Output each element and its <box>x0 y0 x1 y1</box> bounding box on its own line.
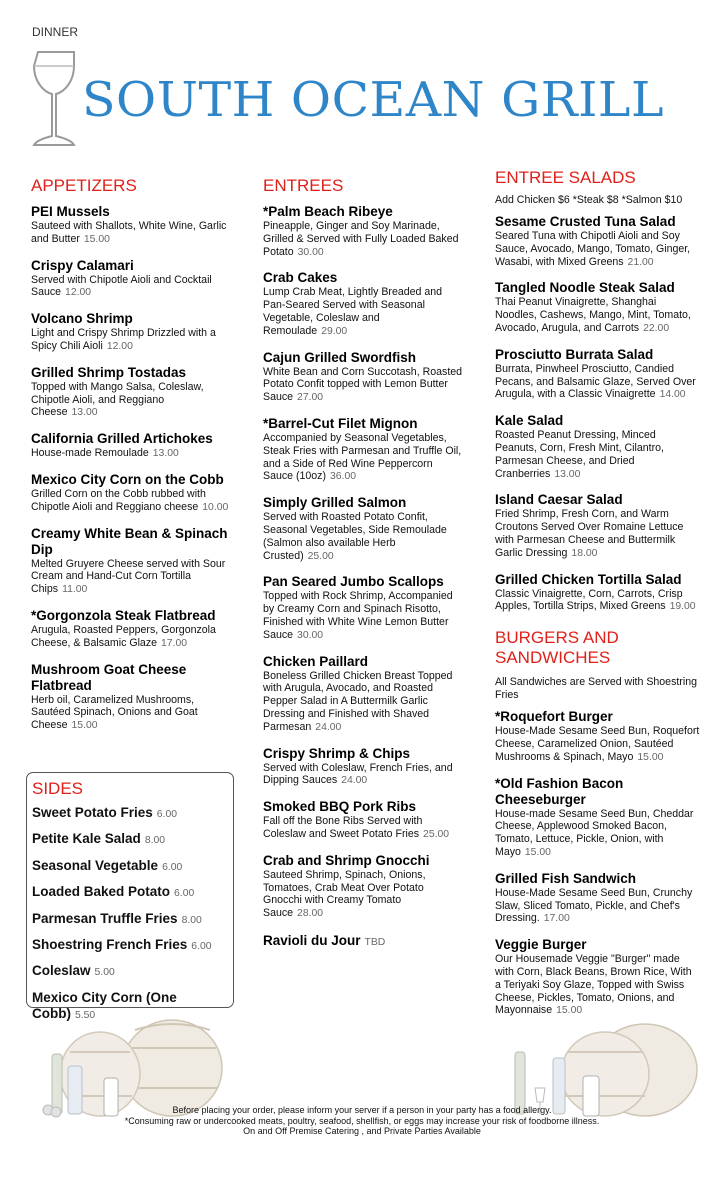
menu-item-desc-text: Our Housemade Veggie "Burger" made with Corn, Black Beans, Brown Rice, With a Teriyaki Soy Glaze, Topped with Swiss Cheese, Pickles, Tomato, Onions, and Mayonnaise <box>495 953 692 1017</box>
footer-notes <box>0 1105 724 1137</box>
wine-glass-icon <box>24 48 80 154</box>
menu-item-price: 30.00 <box>297 246 324 258</box>
menu-item-name: Crab Cakes <box>263 270 338 286</box>
menu-item-price: 28.00 <box>297 908 324 920</box>
side-item-name: Seasonal Vegetable <box>32 857 159 873</box>
menu-item-description <box>31 447 231 461</box>
menu-item-price: 11.00 <box>62 584 88 596</box>
menu-item-price: 21.00 <box>627 256 654 268</box>
menu-item <box>263 416 463 484</box>
side-item <box>32 805 233 823</box>
menu-item-desc-text: Seared Tuna with Chipotli Aioli and Soy Sauce, Avocado, Mango, Tomato, Ginger, Wasabi, with Mixed Greens <box>495 230 691 268</box>
menu-item-desc-text: Classic Vinaigrette, Corn, Carrots, Crisp Apples, Tortilla Strips, Mixed Greens <box>495 587 683 613</box>
menu-item-desc-text: House-made Sesame Seed Bun, Cheddar Cheese, Applewood Smoked Bacon, Tomato, Lettuce, Pickle, Onion, with Mayo <box>495 807 694 858</box>
menu-item-desc-text: Lump Crab Meat, Lightly Breaded and Pan-Seared Served with Seasonal Vegetable, Coleslaw and Remoulade <box>263 286 443 337</box>
menu-item-price: 15.00 <box>637 751 664 763</box>
menu-item-description <box>31 381 231 420</box>
side-item-price: 5.50 <box>74 1009 96 1021</box>
menu-item-desc-text: Roasted Peanut Dressing, Minced Peanuts, Corn, Fresh Mint, Cilantro, Parmesan Cheese, and Dried Cranberries <box>495 429 664 480</box>
menu-item-name: Volcano Shrimp <box>31 311 133 327</box>
menu-item-price: 24.00 <box>341 775 368 787</box>
menu-item-price: 10.00 <box>202 501 229 513</box>
menu-item-description <box>263 286 463 338</box>
menu-item <box>31 526 231 597</box>
menu-item-description <box>263 815 463 842</box>
menu-item-name: Cajun Grilled Swordfish <box>263 349 417 365</box>
menu-item-name: Mexico City Corn on the Cobb <box>31 471 224 487</box>
side-item-name: Loaded Baked Potato <box>32 884 171 900</box>
menu-item <box>263 350 463 405</box>
menu-item-desc-text: Fried Shrimp, Fresh Corn, and Warm Croutons Served Over Romaine Lettuce with Parmesan Cheese and Buttermilk Garlic Dressing <box>495 508 684 559</box>
menu-item-description <box>495 508 700 560</box>
menu-item <box>263 746 463 789</box>
barrel-illustration-left <box>40 1018 225 1118</box>
menu-item-price: 24.00 <box>315 721 342 733</box>
raw-food-warning: *Consuming raw or undercooked meats, poultry, seafood, shellfish, or eggs may increase your risk of foodborne illness. <box>124 1115 600 1126</box>
menu-item-desc-text: House-Made Sesame Seed Bun, Crunchy Slaw, Sliced Tomato, Pickle, and Chef's Dressing. <box>495 886 693 925</box>
menu-item-price: 18.00 <box>571 547 598 559</box>
menu-item <box>31 204 231 247</box>
menu-item-description <box>495 887 700 926</box>
menu-item-name: Creamy White Bean & Spinach Dip <box>31 525 228 557</box>
menu-item-name: Sesame Crusted Tuna Salad <box>495 214 676 229</box>
menu-item-price: TBD <box>364 936 386 948</box>
menu-item-price: 15.00 <box>556 1005 583 1017</box>
menu-item-desc-text: House-Made Sesame Seed Bun, Roquefort Cheese, Caramelized Onion, Sautéed Mushrooms & Spinach, Mayo <box>495 725 700 763</box>
menu-item-desc-text: Melted Gruyere Cheese served with Sour Cream and Hand-Cut Corn Tortilla Chips <box>31 557 226 596</box>
entrees-column <box>263 176 463 961</box>
menu-item-name: *Barrel-Cut Filet Mignon <box>263 415 418 431</box>
menu-item-desc-text: Boneless Grilled Chicken Breast Topped with Arugula, Avocado, and Roasted Pepper Salad in A Buttermilk Garlic Dressing and Finished with Shaved Parmesan <box>263 669 453 733</box>
menu-item-desc-text: Grilled Corn on the Cobb rubbed with Chipotle Aioli and Reggiano cheese <box>31 487 206 513</box>
menu-item <box>263 932 463 950</box>
menu-item-description <box>263 432 463 484</box>
menu-item <box>31 365 231 420</box>
menu-item-desc-text: Topped with Mango Salsa, Coleslaw, Chipotle Aioli, and Reggiano Cheese <box>31 380 204 419</box>
menu-item <box>31 608 231 651</box>
menu-item-description <box>31 274 231 301</box>
menu-item <box>263 654 463 735</box>
menu-item <box>495 572 700 615</box>
menu-item-desc-text: Sauteed with Shallots, White Wine, Garlic and Butter <box>31 220 227 245</box>
menu-item <box>495 709 700 764</box>
side-item-price: 6.00 <box>162 861 183 873</box>
menu-item-price: 15.00 <box>83 233 110 245</box>
menu-item <box>263 495 463 563</box>
salads-heading: ENTREE SALADS <box>495 168 636 187</box>
menu-item-desc-text: Sauteed Shrimp, Spinach, Onions, Tomatoes, Crab Meat Over Potato Gnocchi with Creamy Tomato Sauce <box>263 868 426 920</box>
menu-item-price: 19.00 <box>669 601 696 613</box>
burgers-note: All Sandwiches are Served with Shoestring Fries <box>495 676 697 702</box>
menu-item <box>495 492 700 560</box>
menu-item-name: Smoked BBQ Pork Ribs <box>263 799 417 815</box>
side-item <box>32 937 233 955</box>
menu-item-price: 17.00 <box>543 913 570 925</box>
menu-item-description <box>495 588 700 615</box>
right-column <box>495 168 700 1029</box>
menu-item-price: 27.00 <box>297 392 324 404</box>
side-item-name: Sweet Potato Fries <box>32 805 153 820</box>
menu-item-price: 12.00 <box>106 340 133 352</box>
menu-item-name: *Palm Beach Ribeye <box>263 204 393 219</box>
side-item-price: 6.00 <box>156 809 178 820</box>
menu-item-price: 13.00 <box>152 448 179 460</box>
menu-item <box>31 431 231 461</box>
menu-item-desc-text: Arugula, Roasted Peppers, Gorgonzola Cheese, & Balsamic Glaze <box>31 623 216 649</box>
menu-item-description <box>495 725 700 764</box>
menu-item-desc-text: Topped with Rock Shrimp, Accompanied by Creamy Corn and Spinach Risotto, Finished with White Wine Lemon Butter Sauce <box>263 590 453 641</box>
menu-item-desc-text: Light and Crispy Shrimp Drizzled with a Spicy Chili Aioli <box>31 327 216 352</box>
menu-item-name: Island Caesar Salad <box>495 492 623 508</box>
menu-item <box>31 472 231 515</box>
menu-item-name: *Old Fashion Bacon Cheeseburger <box>495 775 624 807</box>
menu-item-description <box>263 220 463 259</box>
salads-note: Add Chicken $6 *Steak $8 *Salmon $10 <box>495 194 683 206</box>
menu-item-desc-text: Pineapple, Ginger and Soy Marinade, Grilled & Served with Fully Loaded Baked Potato <box>263 220 459 258</box>
menu-item-description <box>263 869 463 921</box>
menu-item <box>495 214 700 269</box>
menu-item-name: Crispy Shrimp & Chips <box>263 745 411 761</box>
menu-item-desc-text: Accompanied by Seasonal Vegetables, Steak Fries with Parmesan and Truffle Oil, and a Side of Red Wine Peppercorn Sauce (10oz) <box>263 431 462 483</box>
burgers-heading: BURGERS AND SANDWICHES <box>495 628 619 668</box>
menu-item-name: Tangled Noodle Steak Salad <box>495 280 675 296</box>
menu-item-description <box>495 808 700 860</box>
menu-item <box>495 347 700 402</box>
restaurant-title: SOUTH OCEAN GRILL <box>82 72 664 128</box>
menu-item-name: Ravioli du Jour <box>263 932 361 948</box>
side-item-name: Coleslaw <box>32 963 91 979</box>
menu-item-name: *Gorgonzola Steak Flatbread <box>31 607 216 623</box>
menu-item-name: Simply Grilled Salmon <box>263 495 407 511</box>
menu-item-price: 17.00 <box>161 637 188 649</box>
appetizers-list <box>31 204 231 733</box>
menu-item-price: 30.00 <box>297 629 324 641</box>
entrees-list <box>263 204 463 950</box>
menu-item-desc-text: Thai Peanut Vinaigrette, Shanghai Noodles, Cashews, Mango, Mint, Tomato, Avocado, Arugula, and Carrots <box>495 296 691 334</box>
side-item-name: Shoestring French Fries <box>32 936 188 952</box>
menu-item <box>263 574 463 642</box>
side-item <box>32 831 233 849</box>
burgers-list <box>495 709 700 1018</box>
menu-item-price: 12.00 <box>65 287 92 299</box>
menu-item-desc-text: Served with Chipotle Aioli and Cocktail Sauce <box>31 273 212 299</box>
side-item <box>32 884 233 902</box>
menu-item-desc-text: Fall off the Bone Ribs Served with Coleslaw and Sweet Potato Fries <box>263 815 423 840</box>
side-item-price: 8.00 <box>144 835 166 847</box>
menu-item-desc-text: House-made Remoulade <box>31 447 149 460</box>
menu-item <box>263 204 463 259</box>
entrees-heading: ENTREES <box>263 176 344 195</box>
menu-item-description <box>263 762 463 789</box>
menu-item-name: Kale Salad <box>495 413 564 429</box>
menu-item-price: 25.00 <box>307 550 334 562</box>
menu-item-name: Crispy Calamari <box>31 257 134 273</box>
menu-item-price: 29.00 <box>321 325 348 337</box>
menu-item-price: 15.00 <box>71 720 98 732</box>
menu-item-description <box>31 488 231 515</box>
side-item-price: 6.00 <box>174 888 195 900</box>
menu-item-price: 15.00 <box>524 846 551 858</box>
menu-item-name: Crab and Shrimp Gnocchi <box>263 852 430 868</box>
menu-item <box>31 258 231 301</box>
menu-item-name: Chicken Paillard <box>263 653 369 669</box>
allergy-note: Before placing your order, please inform your server if a person in your party has a food allergy. <box>172 1105 552 1115</box>
menu-item-name: Veggie Burger <box>495 937 587 953</box>
menu-item-description <box>263 366 463 405</box>
menu-item <box>495 413 700 481</box>
menu-item-name: PEI Mussels <box>31 204 110 219</box>
menu-item-price: 14.00 <box>659 389 686 401</box>
menu-item-description <box>31 694 231 733</box>
menu-item-price: 13.00 <box>554 468 581 480</box>
menu-item-description <box>495 429 700 481</box>
catering-note: On and Off Premise Catering , and Private Parties Available <box>243 1126 481 1136</box>
menu-item-description <box>495 363 700 402</box>
sides-list <box>32 805 233 1024</box>
menu-item-price: 13.00 <box>71 407 98 419</box>
menu-item-name: Pan Seared Jumbo Scallops <box>263 574 444 590</box>
menu-item-desc-text: Burrata, Pinwheel Prosciutto, Candied Pecans, and Balsamic Glaze, Served Over Arugula, with a Classic Vinaigrette <box>495 362 696 401</box>
side-item-name: Parmesan Truffle Fries <box>32 910 178 926</box>
menu-item <box>263 799 463 842</box>
side-item <box>32 963 233 981</box>
appetizers-heading: APPETIZERS <box>31 176 137 195</box>
menu-item-name: Grilled Chicken Tortilla Salad <box>495 571 682 587</box>
menu-item-description <box>263 590 463 642</box>
side-item-price: 8.00 <box>181 914 202 926</box>
menu-item <box>263 270 463 338</box>
menu-item-description <box>495 230 700 269</box>
side-item-price: 5.00 <box>94 967 115 979</box>
side-item-name: Petite Kale Salad <box>32 831 141 847</box>
menu-item-description <box>31 558 231 597</box>
menu-item-desc-text: White Bean and Corn Succotash, Roasted Potato Confit topped with Lemon Butter Sauce <box>263 365 463 404</box>
menu-item-name: Grilled Shrimp Tostadas <box>31 364 187 380</box>
menu-item-price: 25.00 <box>423 828 450 840</box>
menu-item-desc-text: Herb oil, Caramelized Mushrooms, Sautéed Spinach, Onions and Goat Cheese <box>31 693 198 732</box>
menu-item-desc-text: Served with Roasted Potato Confit, Seasonal Vegetables, Side Remoulade (Salmon also available Herb Crusted) <box>263 511 447 562</box>
salads-list <box>495 214 700 614</box>
menu-item-name: *Roquefort Burger <box>495 709 613 725</box>
menu-item <box>263 853 463 921</box>
menu-item <box>31 311 231 354</box>
menu-item-description <box>31 624 231 651</box>
side-item-price: 6.00 <box>191 940 212 952</box>
menu-tag: DINNER <box>32 25 79 39</box>
side-item-name: Mexico City Corn (One Cobb) <box>32 989 177 1021</box>
menu-item <box>495 871 700 926</box>
menu-item-price: 36.00 <box>330 471 357 483</box>
menu-item-name: California Grilled Artichokes <box>31 431 213 447</box>
menu-item <box>495 280 700 335</box>
menu-item-name: Mushroom Goat Cheese Flatbread <box>31 661 187 693</box>
menu-item <box>495 776 700 860</box>
menu-item-name: Prosciutto Burrata Salad <box>495 346 654 362</box>
menu-item-description <box>495 953 700 1018</box>
sides-box <box>26 772 234 1021</box>
menu-item-description <box>263 511 463 563</box>
side-item <box>32 858 233 876</box>
menu-item <box>31 662 231 733</box>
menu-item-desc-text: Served with Coleslaw, French Fries, and Dipping Sauces <box>263 761 453 787</box>
sides-heading: SIDES <box>32 779 84 798</box>
menu-item-description <box>31 220 231 247</box>
menu-item-description <box>31 327 231 354</box>
menu-item <box>495 937 700 1018</box>
menu-item-description <box>495 296 700 335</box>
menu-item-name: Grilled Fish Sandwich <box>495 870 637 886</box>
side-item <box>32 911 233 929</box>
appetizers-column <box>31 176 231 744</box>
menu-item-price: 22.00 <box>643 322 670 334</box>
menu-item-description <box>263 670 463 735</box>
barrel-illustration-right <box>505 1018 705 1118</box>
